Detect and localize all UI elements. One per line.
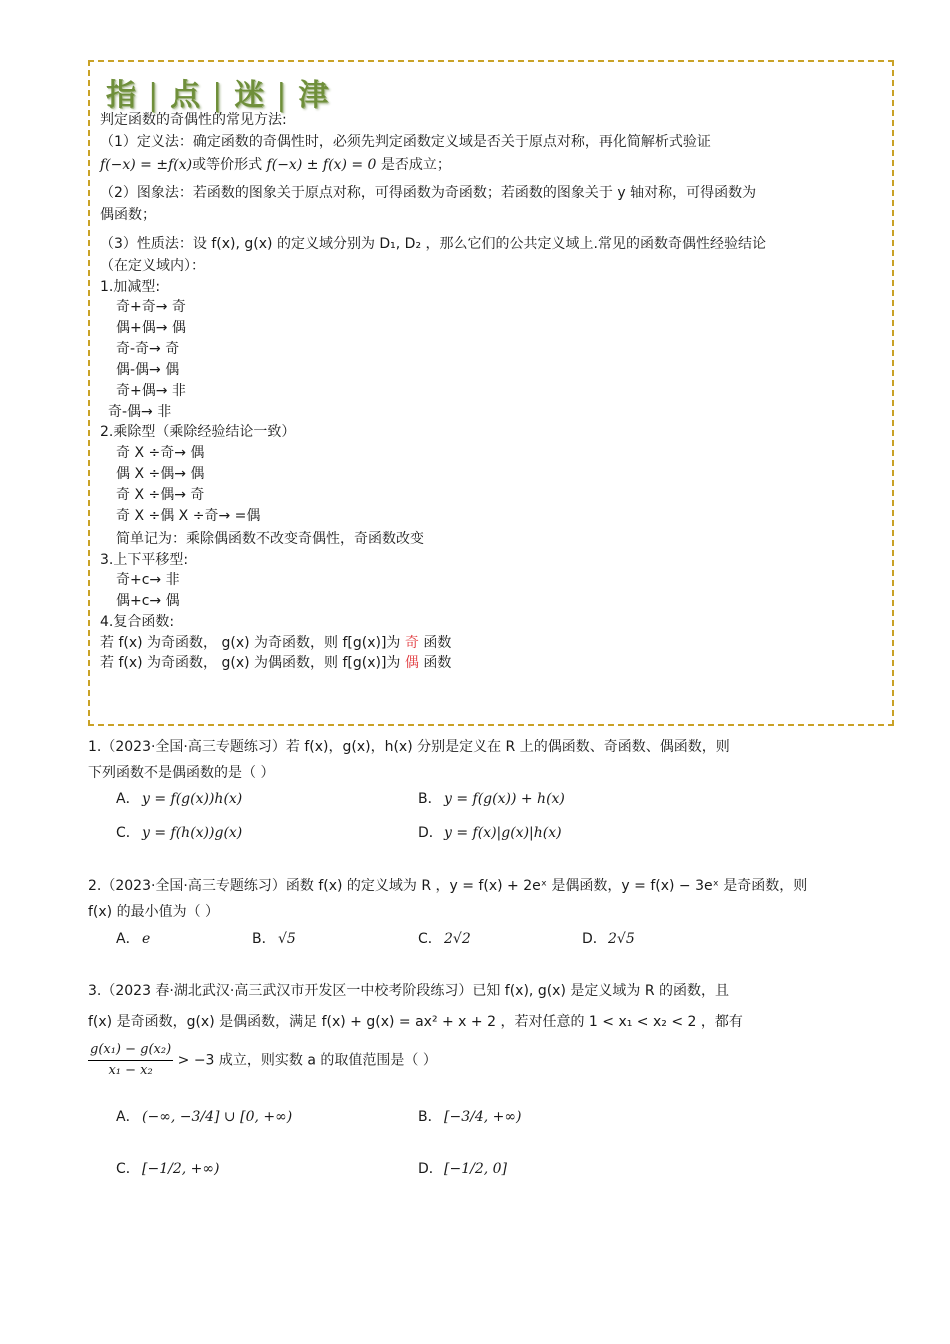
- q1-option-c[interactable]: [116, 822, 242, 844]
- rule-item: 奇-偶→ 非: [108, 404, 172, 420]
- q3-stem-cont: f(x) 是奇函数，g(x) 是偶函数，满足 f(x) + g(x) = ax² + x + 2 ，若对任意的 1 < x₁ < x₂ < 2 ，都有: [88, 1014, 743, 1030]
- option-label: A．: [116, 791, 140, 807]
- option-text: y = f(g(x))h(x): [142, 791, 243, 807]
- q1-option-a[interactable]: [116, 788, 242, 810]
- tips-title-char: 指: [106, 78, 138, 113]
- q3-option-b[interactable]: [418, 1106, 521, 1128]
- q3-stem-inequality: [88, 1040, 437, 1081]
- rule-item: 偶+偶→ 偶: [116, 320, 186, 336]
- text: > −3 成立，则实数 a 的取值范围是（ ）: [177, 1052, 437, 1069]
- text: 若 f(x) 为奇函数， g(x) 为奇函数，则 f[g(x)]为: [100, 635, 401, 651]
- add-title: 1.加减型:: [100, 279, 161, 295]
- method-property-cont: （在定义域内）：: [100, 258, 205, 274]
- rule-item: 奇+偶→ 非: [116, 383, 186, 399]
- q3-option-c[interactable]: [116, 1158, 219, 1180]
- tips-title: 指 | 点 | 迷 | 津: [106, 78, 331, 113]
- text: 函数: [423, 655, 452, 671]
- option-label: B．: [252, 931, 276, 947]
- method-definition-formula: [100, 155, 451, 175]
- option-text: [−1/2, +∞): [142, 1161, 220, 1177]
- tips-title-char: 点: [170, 78, 203, 113]
- comp-rule-1: [100, 633, 451, 653]
- option-text: (−∞, −3/4] ∪ [0, +∞): [142, 1109, 293, 1125]
- text: 或等价形式: [192, 157, 263, 173]
- q1-option-b[interactable]: [418, 788, 565, 810]
- option-label: C．: [418, 931, 442, 947]
- option-text: 2√5: [608, 931, 635, 947]
- option-label: A．: [116, 1109, 140, 1125]
- rule-item: 偶 X ÷偶→ 偶: [116, 466, 205, 482]
- rule-item: 奇 X ÷偶→ 奇: [116, 487, 205, 503]
- text: 是否成立；: [380, 157, 451, 173]
- mul-note: 简单记为：乘除偶函数不改变奇偶性，奇函数改变: [116, 531, 424, 547]
- method-property: （3）性质法：设 f(x), g(x) 的定义域分别为 D₁, D₂ ，那么它们的公共定义域上.常见的函数奇偶性经验结论: [100, 236, 766, 252]
- option-label: B．: [418, 791, 442, 807]
- method-definition: （1）定义法：确定函数的奇偶性时，必须先判定函数定义域是否关于原点对称，再化简解析式验证: [100, 134, 711, 150]
- rule-item: 偶-偶→ 偶: [116, 362, 180, 378]
- q3-option-d[interactable]: [418, 1158, 507, 1180]
- option-text: √5: [278, 931, 296, 947]
- answer-highlight: 奇: [404, 635, 419, 651]
- option-text: y = f(g(x)) + h(x): [444, 791, 565, 807]
- option-text: y = f(x)|g(x)|h(x): [444, 825, 562, 841]
- option-label: A．: [116, 931, 140, 947]
- rule-item: 奇 X ÷偶 X ÷奇→ =偶: [116, 508, 261, 524]
- shift-title: 3.上下平移型:: [100, 552, 189, 568]
- rule-item: 偶+c→ 偶: [116, 593, 180, 609]
- q2-stem-cont: f(x) 的最小值为（ ）: [88, 904, 220, 920]
- difference-quotient: [88, 1040, 173, 1081]
- option-text: [−1/2, 0]: [444, 1161, 507, 1177]
- formula: f(−x) ± f(x) = 0: [266, 157, 377, 173]
- q1-stem-cont: 下列函数不是偶函数的是（ ）: [88, 765, 275, 781]
- q2-option-c[interactable]: [418, 928, 471, 950]
- method-graph: （2）图象法：若函数的图象关于原点对称，可得函数为奇函数；若函数的图象关于 y 轴对称，可得函数为: [100, 185, 757, 201]
- option-label: D．: [418, 1161, 443, 1177]
- q2-stem: 2.（2023·全国·高三专题练习）函数 f(x) 的定义域为 R ，y = f(x) + 2eˣ 是偶函数，y = f(x) − 3eˣ 是奇函数，则: [88, 878, 808, 894]
- rule-item: 奇+奇→ 奇: [116, 299, 186, 315]
- mul-title: 2.乘除型（乘除经验结论一致）: [100, 424, 296, 440]
- q1-stem: 1.（2023·全国·高三专题练习）若 f(x)，g(x)，h(x) 分别是定义在 R 上的偶函数、奇函数、偶函数，则: [88, 739, 730, 755]
- option-label: C．: [116, 1161, 140, 1177]
- tips-title-char: 迷: [234, 78, 267, 113]
- option-label: D．: [582, 931, 607, 947]
- q1-option-d[interactable]: [418, 822, 562, 844]
- text: 若 f(x) 为奇函数， g(x) 为偶函数，则 f[g(x)]为: [100, 655, 401, 671]
- rule-item: 奇-奇→ 奇: [116, 341, 180, 357]
- option-label: B．: [418, 1109, 442, 1125]
- option-label: D．: [418, 825, 443, 841]
- comp-rule-2: [100, 653, 451, 673]
- option-text: e: [142, 931, 151, 947]
- q2-option-a[interactable]: [116, 928, 150, 950]
- method-graph-cont: 偶函数；: [100, 207, 156, 223]
- comp-title: 4.复合函数:: [100, 614, 175, 630]
- frac-denominator: x₁ − x₂: [108, 1063, 153, 1078]
- option-text: 2√2: [444, 931, 471, 947]
- frac-numerator: g(x₁) − g(x₂): [88, 1040, 173, 1061]
- answer-highlight: 偶: [404, 655, 419, 671]
- option-text: y = f(h(x))g(x): [142, 825, 243, 841]
- rule-item: 奇+c→ 非: [116, 572, 180, 588]
- tips-title-char: 津: [298, 78, 331, 113]
- q2-option-b[interactable]: [252, 928, 296, 950]
- option-label: C．: [116, 825, 140, 841]
- q2-option-d[interactable]: [582, 928, 635, 950]
- q3-stem: 3.（2023 春·湖北武汉·高三武汉市开发区一中校考阶段练习）已知 f(x), g(x) 是定义域为 R 的函数，且: [88, 983, 729, 999]
- text: 函数: [423, 635, 452, 651]
- tips-intro: 判定函数的奇偶性的常见方法:: [100, 112, 287, 128]
- option-text: [−3/4, +∞): [444, 1109, 522, 1125]
- formula: f(−x) = ±f(x): [100, 157, 193, 173]
- rule-item: 奇 X ÷奇→ 偶: [116, 445, 205, 461]
- q3-option-a[interactable]: [116, 1106, 292, 1128]
